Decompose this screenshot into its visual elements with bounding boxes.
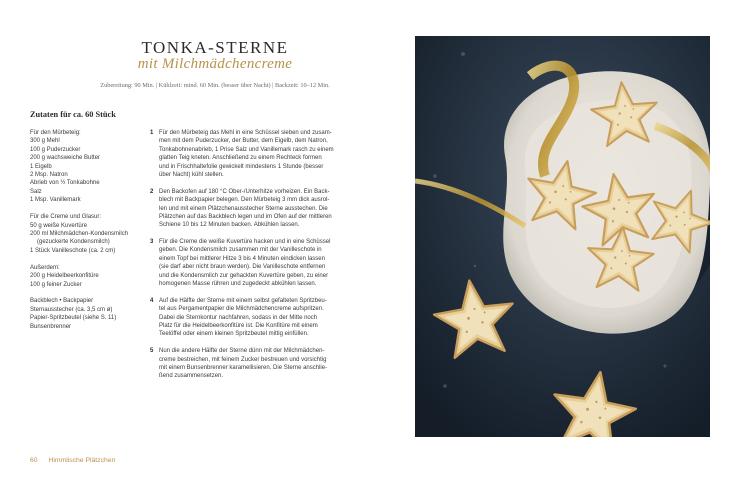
ingredients-heading: Zutaten für ca. 60 Stück [30,110,116,119]
step-text-line: und die Kondensmilch zur gehackten Kuvertüre geben, zu einer [159,272,329,279]
page-number: 60 [30,457,38,464]
step-text-line: blech mit Backpapier belegen. Den Mürbeteig 3 mm dick ausrol- [159,197,330,204]
ingredient-line: Papier-Spritzbeutel (siehe S. 11) [30,315,117,322]
ingredient-line: 200 ml Milchmädchen-Kondensmilch [30,230,129,237]
step-number: 5 [150,348,154,355]
step-text-line: Dabei die Sternkontur nachfahren, sodass in der Mitte noch [159,314,318,321]
step-number: 2 [150,188,154,195]
ingredient-line: 300 g Mehl [30,138,60,145]
ingredient-line: 200 g Heidelbeerkonfitüre [30,273,99,280]
ingredient-group [30,297,145,331]
ingredient-group [30,213,145,255]
instruction-step [150,188,350,230]
cookie-photo-illustration [415,36,710,437]
step-text-line: tel aus Pergamentpapier die Milchmädchencreme aufspritzen. [159,306,324,313]
ingredient-line: Außerdem: [30,264,60,271]
step-text-line: Teelöffel oder einem kleinen Spritzbeutel mittig einfüllen. [159,331,309,338]
step-text-line: men mit dem Puderzucker, der Butter, dem Eigelb, dem Natron, [159,138,328,145]
ingredient-line: Abrieb von ½ Tonkabohne [30,180,100,187]
step-text-line: Auf die Hälfte der Sterne mit einem selbst gefalteten Spritzbeu- [159,297,327,304]
step-number: 1 [150,130,154,136]
step-text-line: Platz für die Heidelbeerkonfitüre ist. Die Konfitüre mit einem [159,323,318,330]
recipe-photo [415,36,710,437]
step-text-line: und in Frischhaltefolie gewickelt mindestens 1 Stunde (besser [159,163,324,170]
step-text-line: Nun die andere Hälfte der Sterne dünn mit der Milchmädchen- [159,348,325,355]
ingredient-group [30,129,145,205]
step-text-line: Tonkabohnenabrieb, 1 Prise Salz und Vanillemark rasch zu einem [159,146,334,153]
step-number: 4 [150,297,154,304]
section-name: Himmlische Plätzchen [48,457,116,464]
instruction-step [150,129,350,179]
ingredient-line: 1 Eigelb [30,163,52,170]
page-footer [30,457,115,464]
ingredient-line: Bunsenbrenner [30,323,72,330]
ingredient-group [30,264,145,289]
step-text-line: einem Topf bei mittlerer Hitze 3 bis 4 Minuten eindicken lassen [159,255,325,262]
instruction-step [150,347,350,381]
step-text-line: Den Backofen auf 180 °C Ober-/Unterhitze vorheizen. Ein Back- [159,188,330,195]
step-text-line: (sie darf aber nicht braun werden). Die Vanilleschote entfernen [159,264,326,271]
ingredient-line: Für die Creme und Glasur: [30,214,102,221]
ingredient-line: 1 Msp. Vanillemark [30,197,81,204]
ingredient-line: 50 g weiße Kuvertüre [30,222,88,229]
ingredient-line: 2 Msp. Natron [30,172,68,179]
ingredient-line: 100 g Puderzucker [30,146,81,153]
ingredient-line: Sternausstecher (ca. 3,5 cm ø) [30,306,113,313]
ingredient-line: Backblech • Backpapier [30,298,94,305]
ingredient-line: Salz [30,188,42,195]
recipe-meta: Zubereitung: 90 Min. | Kühlzeit: mind. 60 Min. (besser über Nacht) | Backzeit: 10–12 Min. [100,82,330,89]
step-text-line: geben. Die Kondensmilch zusammen mit der Vanilleschote in [159,247,322,254]
step-text-line: len und mit einem Plätzchenausstecher Sterne ausstechen. Die [159,205,328,212]
ingredient-line: 1 Stück Vanilleschote (ca. 2 cm) [30,247,116,254]
ingredient-line: (gezuckerte Kondensmilch) [37,239,110,246]
step-text-line: Plätzchen auf das Backblech legen und im Ofen auf der mittleren [159,213,332,220]
instruction-step [150,238,350,288]
step-text-line: mit einem Bunsenbrenner karamellisieren. Die Sterne anschlie- [159,364,328,371]
step-text-line: creme bestreichen, mit feinem Zucker bestreuen und vorsichtig [159,356,327,363]
ingredient-line: 200 g wachsweiche Butter [30,155,101,162]
step-text-line: Für die Creme die weiße Kuvertüre hacken und in eine Schüssel [159,239,331,246]
instructions-list [150,129,350,389]
step-number: 3 [150,239,154,246]
ingredient-line: Für den Mürbeteig: [30,130,81,136]
step-text-line: Für den Mürbeteig das Mehl in eine Schüssel sieben und zusam- [159,130,332,136]
ingredient-line: 100 g feiner Zucker [30,281,82,288]
recipe-subtitle: mit Milchmädchencreme [137,56,293,72]
step-text-line: glatten Teig kneten. Anschließend zu einem Rechteck formen [159,155,322,162]
instruction-step [150,297,350,339]
step-text-line: über Nacht) kühl stellen. [159,172,224,179]
recipe-title: TONKA-STERNE [141,38,289,57]
step-text-line: homogenen Masse rühren und zugedeckt abkühlen lassen. [159,281,317,288]
ingredients-list [30,129,145,340]
step-text-line: ßend zusammensetzen. [159,373,224,380]
step-text-line: Schiene 10 bis 12 Minuten backen. Abkühlen lassen. [159,222,300,229]
